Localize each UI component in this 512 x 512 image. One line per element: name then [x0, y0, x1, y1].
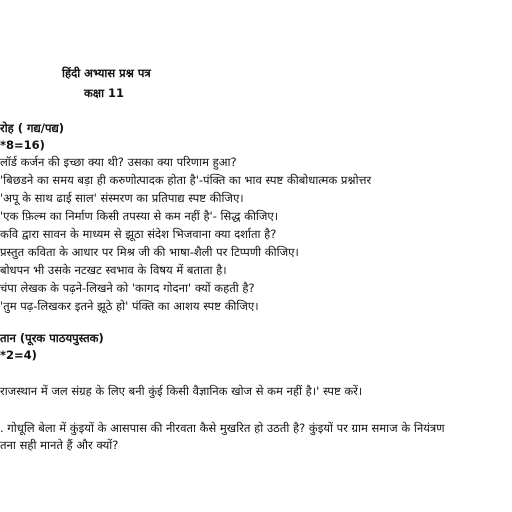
- question-9: 'तुम पढ़-लिखकर इतने झूठे हो' पंक्ति का आशय स्पष्ट कीजिए।: [0, 299, 259, 313]
- section2-marks: *2=4): [0, 348, 37, 362]
- question-4: 'एक फ़िल्म का निर्माण किसी तपस्या से कम नहीं है'- सिद्ध कीजिए।: [0, 209, 279, 223]
- question-7: बोधपन भी उसके नटखट स्वभाव के विषय में बताता है।: [0, 263, 227, 277]
- section1-marks: *8=16): [0, 138, 45, 152]
- page-title: हिंदी अभ्यास प्रश्न पत्र: [62, 66, 151, 80]
- section2-question-1: राजस्थान में जल संग्रह के लिए बनी कुंई किसी वैज्ञानिक खोज से कम नहीं है।' स्पष्ट करें।: [0, 384, 363, 398]
- section1-heading: रोह ( गद्य/पद्य): [0, 121, 65, 135]
- question-6: प्रस्तुत कविता के आधार पर मिश्र जी की भाषा-शैली पर टिप्पणी कीजिए।: [0, 245, 299, 259]
- question-5: कवि द्वारा सावन के माध्यम से झूठा संदेश भिजवाना क्या दर्शाता है?: [0, 227, 277, 241]
- question-1: लॉर्ड कर्जन की इच्छा क्या थी? उसका क्या परिणाम हुआ?: [0, 155, 237, 169]
- section2-question-2-line2: तना सही मानते हैं और क्यों?: [0, 438, 119, 452]
- section2-question-2-line1: . गोधूलि बेला में कुंइयों के आसपास की नीरवता कैसे मुखरित हो उठती है? कुंइयों पर ग्राम समाज के नियंत्रण: [0, 421, 445, 435]
- question-8: चंपा लेखक के पढ़ने-लिखने को 'कागद गोदना' क्यों कहती है?: [0, 281, 255, 295]
- question-2: 'बिछडने का समय बड़ा ही करुणोत्पादक होता है'-पंक्ति का भाव स्पष्ट कीबोधात्मक प्रश्नोत्तर: [0, 173, 372, 187]
- section2-heading: तान (पूरक पाठयपुस्तक): [0, 331, 104, 345]
- question-3: 'अपू के साथ ढाई साल' संस्मरण का प्रतिपाद्य स्पष्ट कीजिए।: [0, 191, 244, 205]
- class-label: कक्षा 11: [84, 86, 125, 100]
